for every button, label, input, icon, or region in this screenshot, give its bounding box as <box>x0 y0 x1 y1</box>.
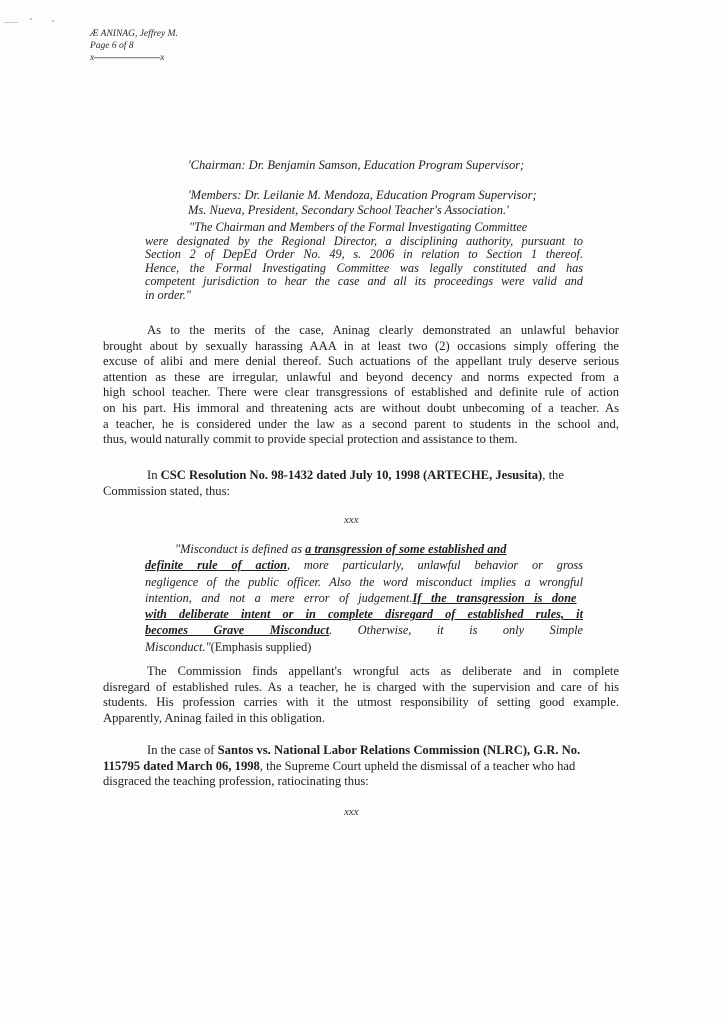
page-number: Page 6 of 8 <box>90 41 134 51</box>
case-number: 115795 dated March 06, 1998 <box>103 758 260 773</box>
quote-line: "Misconduct is defined as a transgression of some established and <box>175 542 507 556</box>
para-line: excuse of alibi and mere denial thereof. Such actuations of the appellant truly deserve serious <box>103 354 619 369</box>
committee-block <box>188 158 608 218</box>
quote-line: negligence of the public officer. Also the word misconduct implies a wrongful <box>145 574 583 589</box>
members-line-2: Ms. Nueva, President, Secondary School Teacher's Association.' <box>188 203 509 217</box>
para-line: The Commission finds appellant's wrongful acts as deliberate and in complete <box>147 664 619 678</box>
para-line: Commission stated, thus: <box>103 483 230 498</box>
misconduct-quote <box>145 541 583 655</box>
quote-line: competent jurisdiction to hear the case and all its proceedings were valid and <box>145 274 583 289</box>
para-line: students. His profession carries with it the utmost responsibility of setting good example. <box>103 695 619 710</box>
scan-mark <box>52 20 54 22</box>
findings-paragraph <box>103 664 619 726</box>
chairman-line: 'Chairman: Dr. Benjamin Samson, Education Program Supervisor; <box>188 158 525 172</box>
para-line: a teacher, he is considered under the law as a second parent to students in the school and, <box>103 416 619 431</box>
committee-quote <box>145 221 583 303</box>
quote-line: were designated by the Regional Director, a disciplining authority, pursuant to <box>145 233 583 248</box>
para-line: In the case of Santos vs. National Labor Relations Commission (NLRC), G.R. No. <box>147 743 581 757</box>
para-line: As to the merits of the case, Aninag clearly demonstrated an unlawful behavior <box>147 323 619 337</box>
scan-mark <box>30 18 32 20</box>
case-reference: Æ ANINAG, Jeffrey M. <box>90 29 178 39</box>
merits-paragraph <box>103 323 619 448</box>
header-rule: x-------------------------x <box>90 53 165 63</box>
para-line: high school teacher. There were clear transgressions of established and definite rule of action <box>103 385 619 400</box>
quote-line: "The Chairman and Members of the Formal Investigating Committee <box>189 220 528 234</box>
para-line: disgraced the teaching profession, ratiocinating thus: <box>103 774 369 789</box>
quote-line: becomes Grave Misconduct. Otherwise, it is only Simple <box>145 623 584 638</box>
members-line-1: 'Members: Dr. Leilanie M. Mendoza, Education Program Supervisor; <box>188 188 537 202</box>
ellipsis-marker: xxx <box>344 514 359 526</box>
para-line: In CSC Resolution No. 98-1432 dated July 10, 1998 (ARTECHE, Jesusita), the <box>147 468 564 482</box>
para-line: Apparently, Aninag failed in this obligation. <box>103 710 325 725</box>
para-line: on his part. His immoral and threatening acts are without doubt unbecoming of a teacher. As <box>103 400 619 415</box>
scan-mark <box>4 22 18 23</box>
santos-paragraph <box>103 743 619 790</box>
resolution-citation: CSC Resolution No. 98-1432 dated July 10, 1998 (ARTECHE, Jesusita) <box>160 468 543 482</box>
case-citation: Santos vs. National Labor Relations Commission (NLRC), G.R. No. <box>217 743 581 757</box>
para-line: 115795 dated March 06, 1998, the Supreme Court upheld the dismissal of a teacher who had <box>103 758 576 773</box>
quote-line: Section 2 of DepEd Order No. 49, s. 2006 in relation to Section 1 thereof. <box>145 247 583 262</box>
quote-line: Hence, the Formal Investigating Committee was legally constituted and has <box>145 260 583 275</box>
para-line: thus, would naturally commit to provide special protection and assistance to them. <box>103 432 518 447</box>
para-line: brought about by sexually harassing AAA in at least two (2) occasions simply offering the <box>103 338 619 353</box>
quote-line: with deliberate intent or in complete disregard of established rules, it <box>145 607 583 622</box>
quote-line: Misconduct."(Emphasis supplied) <box>145 639 312 654</box>
ellipsis-marker-2: xxx <box>344 806 359 818</box>
resolution-paragraph <box>103 468 619 499</box>
quote-line: definite rule of action, more particularly, unlawful behavior or gross <box>145 558 583 573</box>
quote-line: in order." <box>145 287 191 302</box>
quote-line: intention, and not a mere error of judgement.If the transgression is done <box>145 590 577 605</box>
para-line: attention as these are irregular, unlawful and beyond decency and norms expected from a <box>103 369 619 384</box>
para-line: disregard of established rules. As a teacher, he is charged with the supervision and care of his <box>103 679 619 694</box>
page-header <box>90 28 178 64</box>
